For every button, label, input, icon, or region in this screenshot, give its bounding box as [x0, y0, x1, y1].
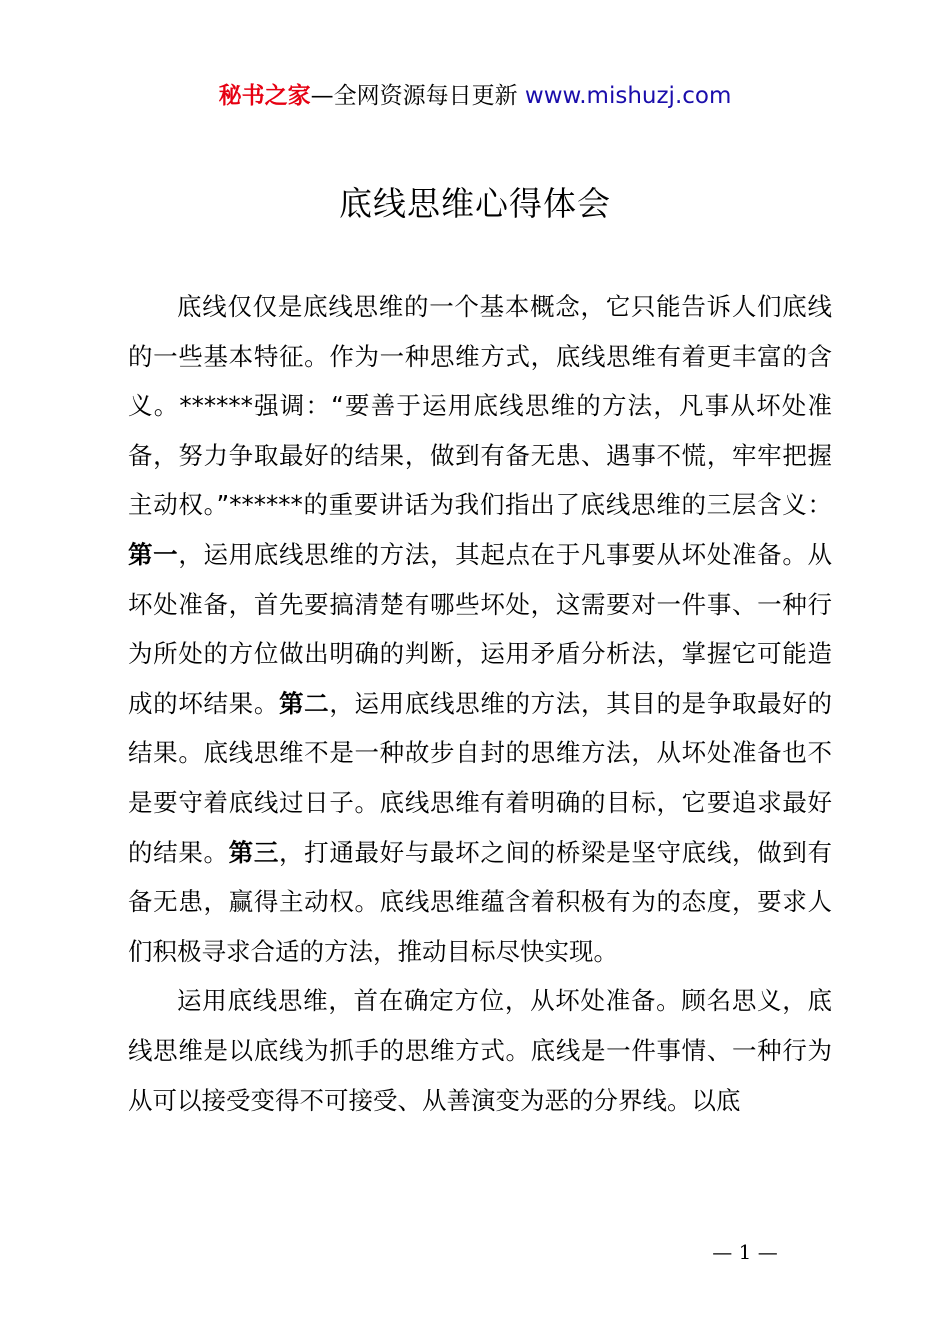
document-title: 底线思维心得体会 [339, 184, 611, 223]
site-url-link[interactable]: www.mishuzj.com [524, 83, 732, 109]
site-tagline: —全网资源每日更新 [310, 83, 525, 109]
paragraph-1-heading-third: 第三 [228, 837, 280, 867]
paragraph-1-text-1: 底线仅仅是底线思维的一个基本概念，它只能告诉人们底线的一些基本特征。作为一种思维方式，底线思维有着更丰富的含义。******强调：“要善于运用底线思维的方法，凡事从坏处准备，努力争取最好的结果，做到有备无患、遇事不慌，牢牢把握主动权。”******的重要讲话为我们指出了底线思维的三层含义： [128, 292, 832, 520]
paragraph-2-text-1: 运用底线思维，首在确定方位，从坏处准备。顾名思义，底线思维是以底线为抓手的思维方式。底线是一件事情、一种行为从可以接受变得不可接受、从善演变为恶的分界线。以底 [128, 986, 832, 1115]
site-header [0, 80, 950, 112]
paragraph-1-text-3: ，运用底线思维的方法，其目的是争取最好的结果。底线思维不是一种故步自封的思维方法，从坏处准备也不是要守着底线过日子。底线思维有着明确的目标，它要追求最好的结果。 [128, 688, 833, 867]
page-number: — 1 — [712, 1240, 778, 1264]
paragraph-1-heading-second: 第二 [279, 688, 330, 718]
paragraph-2 [128, 976, 832, 1125]
paragraph-1-heading-first: 第一 [128, 539, 179, 569]
document-body [128, 282, 832, 1125]
site-brand: 秘书之家 [218, 83, 311, 109]
paragraph-1-text-4: ，打通最好与最坏之间的桥梁是坚守底线，做到有备无患，赢得主动权。底线思维蕴含着积极有为的态度，要求人们积极寻求合适的方法，推动目标尽快实现。 [128, 837, 833, 966]
paragraph-1-text-2: ，运用底线思维的方法，其起点在于凡事要从坏处准备。从坏处准备，首先要搞清楚有哪些坏处，这需要对一件事、一种行为所处的方位做出明确的判断，运用矛盾分析法，掌握它可能造成的坏结果。 [128, 539, 833, 718]
paragraph-1 [128, 282, 832, 976]
